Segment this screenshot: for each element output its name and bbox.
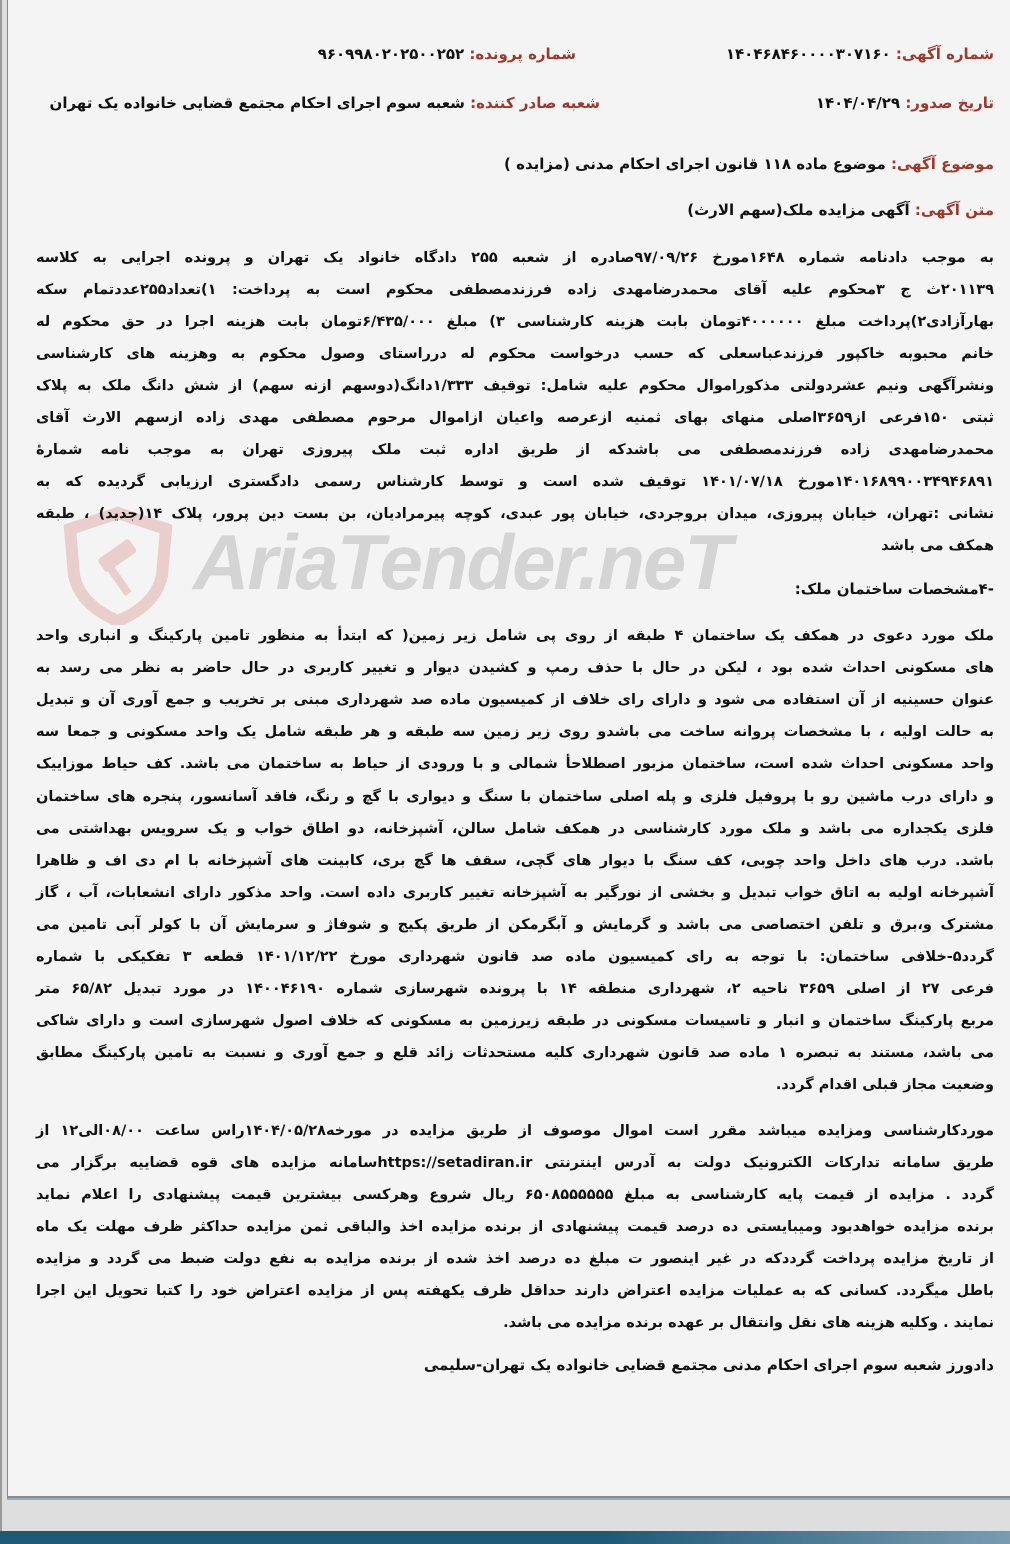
text-line: مربع پارکینگ ساختمان و انبار و تاسیسات مسکونی در طبقه زیرزمین به مسکونی که خلاف اصول شهرسازی است و دارای شاکی [36, 1013, 994, 1030]
text-line: های مسکونی احداث شده بود ، لیکن در حال با حذف رمپ و کشیدن دیوار و تغییر کاربری در حال حاضر به نظر می رسد به [36, 660, 994, 677]
text-line: موردکارشناسی ومزایده میباشد مقرر است اموال موصوف از طریق مزایده در مورخه۱۴۰۴/۰۵/۲۸راس ساعت ۰۸/۰۰الی۱۲ از [36, 1123, 994, 1139]
text-line: نشانی :تهران، خیابان پیروزی، میدان بروجردی، خیابان پور عبدی، کوچه پیرمرادیان، بن بست دین پرور، پلاک ۱۴(جدید) ، طبقه [36, 506, 995, 522]
subject-label: موضوع آگهی: [890, 155, 994, 173]
issue-date-value: ۱۴۰۴/۰۴/۲۹ [815, 94, 901, 112]
text-line: محمدرضامهدی زاده فرزندمصطفی می باشدکه از طریق اداره ثبت ملک پیروزی تهران به موجب نامه شمارهٔ [36, 442, 994, 458]
text-line: بهارآزادی۲)پرداخت مبلغ ۴۰۰۰۰۰۰تومان بابت هزینه کارشناسی ۳) مبلغ ۶/۴۳۵/۰۰۰تومان بابت هزینه اجرا در حق محکوم له [36, 314, 994, 330]
text-line: همکف می باشد [881, 538, 994, 554]
text-line: باطل میگردد. کسانی که به عملیات مزایده اعتراض دارند حداقل ظرف یکهفته پس از مزایده اعتراض خود را کتبا تحویل این اجرا [36, 1283, 994, 1299]
text-line: می باشد، مستند به تبصره ۱ ماده صد قانون شهرداری کلیه مستحدثات زائد قلع و جمع آوری و نسبت به تامین پارکینگ مطابق [36, 1045, 994, 1062]
text-line: و دارای درب ماشین رو با پروفیل فلزی و پله اصلی ساختمان با سنگ و دیواری با گچ و رنگ، فاقد آسانسور، پنجره های ساختمان [36, 788, 994, 805]
text-line: به حالت اولیه ، با مشخصات پروانه ساخت می باشدو روی زیر زمین سه طبقه و هر طبقه شامل یک واحد مسکونی و جمعا سه [36, 724, 994, 741]
text-line: گردد۵-خلافی ساختمان: با توجه به رای کمیسیون ماده صد قانون شهرداری مورخ ۱۴۰۱/۱۲/۲۲ قطعه ۳ تفکیکی با شماره [36, 949, 994, 965]
text-line: نمایند . وکلیه هزینه های نقل وانتقال بر عهده برنده مزایده می باشد. [503, 1315, 994, 1331]
ad-number-value: ۱۴۰۴۶۸۴۶۰۰۰۰۳۰۷۱۶۰ [725, 45, 891, 63]
text-line: ونشرآگهی ونیم عشردولتی مذکوراموال محکوم علیه شامل: توقیف ۱/۳۳۳دانگ(دوسهم ازنه سهم) از شش دانگ ملک به پلاک [36, 378, 994, 394]
text-line: خانم محبوبه خاکپور فرزندعباسعلی که حسب درخواست محکوم له درراستای وصول محکوم به وهزینه های کارشناسی [36, 346, 994, 362]
text-line: ملک مورد دعوی در همکف یک ساختمان ۴ طبقه از روی پی شامل زیر زمین( که ابتدأ به منظور تامین پارکینگ و انباری واحد [36, 628, 994, 644]
text-line: از تاریخ مزایده پرداخت گرددکه در غیر اینصور ت مبلغ ده درصد اخذ شده از برنده مزایده به نفع دولت ضبط می گردد و مزایده [36, 1251, 994, 1267]
case-number-value: ۹۶۰۹۹۸۰۲۰۲۵۰۰۲۵۲ [317, 45, 465, 63]
text-line: آشپرخانه اولیه به اتاق خواب تبدیل و بخشی از نورگیر به آشپزخانه تغییر کاربری داده است. واحد مذکور دارای انشعابات، آب ، گاز [36, 884, 994, 901]
subject-value: موضوع ماده ۱۱۸ قانون اجرای احکام مدنی (مزایده ) [504, 155, 886, 173]
text-line: باشد. درب های داخل واحد چوبی، کف سنگ با دیوار های گچی، سقف ها گچ بری، کابینت های آشپزخانه با ام دی اف و ظاهرا [36, 852, 994, 869]
issuer-field [50, 94, 600, 112]
text-line: عنوان حسینیه از آن استفاده می شود و دارای رای خلاف از کمیسیون ماده صد شهرداری مبنی بر تخریب و جمع آوری آن و تبدیل [36, 692, 994, 709]
issue-date-label: تاریخ صدور: [905, 94, 994, 112]
signature: دادورز شعبه سوم اجرای احکام مدنی مجتمع قضایی خانواده یک تهران-سلیمی [423, 1356, 994, 1374]
case-number-label: شماره پرونده: [469, 45, 576, 63]
body-title-field [687, 201, 994, 219]
issuer-label: شعبه صادر کننده: [470, 94, 600, 112]
issue-date-field [816, 94, 994, 112]
subject-field [504, 155, 994, 173]
text-line: ثبتی ۱۵۰فرعی از۳۶۵۹اصلی منهای بهای ثمنیه ازعرصه واعیان ازاموال مرحوم مصطفی مهدی زاده ازسهم الارث آقای [36, 410, 994, 426]
text-line: طریق سامانه تدارکات الکترونیک دولت به آدرس اینترنتی https://setadiran.irسامانه مزایده های قوه قضاییه برگزار می [36, 1155, 994, 1171]
announcement-page [7, 0, 1010, 1498]
body-label: متن آگهی: [914, 201, 994, 219]
body-title: آگهی مزایده ملک(سهم الارث) [687, 201, 910, 219]
text-line: ۲۰۱۱۳۹ث ج ۳محکوم علیه آقای محمدرضامهدی زاده فرزندمصطفی محکوم است به پرداخت: ۱)تعداد۲۵۵عددتمام سکه [36, 282, 994, 298]
text-line: مشترک و،برق و تلفن اختصاصی می باشد و گرمایش و آبگرمکن از طریق پکیج و شوفاژ و سرمایش آن با کولر آبی تامین می [36, 916, 994, 933]
ad-number-label: شماره آگهی: [895, 45, 994, 63]
case-number-field [318, 45, 576, 63]
watermark-text: AriaTender.neT [193, 518, 730, 606]
text-line: به موجب دادنامه شماره ۱۶۴۸مورخ ۹۷/۰۹/۲۶صادره از شعبه ۲۵۵ دادگاه خانواد یک تهران و پرونده اجرایی به کلاسه [36, 250, 994, 266]
text-line: واحد مسکونی احداث شده است، ساختمان مزبور اصطلاحأ شمالی و با ورودی از حیاط به ساختمان می باشد. کف حیاط موزاییک [36, 756, 994, 773]
taskbar [0, 1531, 1010, 1544]
issuer-value: شعبه سوم اجرای احکام مجتمع قضایی خانواده یک تهران [49, 94, 465, 112]
ad-number-field [726, 45, 994, 63]
text-line: وضعیت مجاز قبلی اقدام گردد. [775, 1077, 994, 1094]
section-heading: -۴مشخصات ساختمان ملک: [794, 580, 994, 598]
text-line: ۱۴۰۱۶۸۹۹۰۰۳۴۹۴۶۸۹۱مورخ ۱۴۰۱/۰۷/۱۸ توقیف شده است و توسط کارشناس رسمی دادگستری ارزیابی گردیده که به [36, 474, 994, 490]
text-line: فرعی ۲۷ از اصلی ۳۶۵۹ ناحیه ۲، شهرداری منطقه ۱۴ با پرونده شهرسازی شماره ۱۴۰۰۴۶۱۹۰ در مورد تبدیل ۶۵/۸۲ متر [36, 981, 995, 998]
text-line: گردد . مزایده از قیمت پایه کارشناسی به مبلغ ۶۵۰۸۵۵۵۵۵۵ ریال شروع وهرکسی بیشترین قیمت پیشنهادی را اعلام نماید [36, 1187, 994, 1203]
text-line: برنده مزایده خواهدبود ومیبایستی ده درصد قیمت پیشنهادی از برنده مزایده اخذ والباقی ثمن مزایده حداکثر ظرف مهلت یک ماه [36, 1219, 994, 1235]
text-line: فلزی یکجداره می باشد و ملک مورد کارشناسی در همکف شامل سالن، آشپزخانه، دو اطاق خواب و یک سرویس بهداشتی می [36, 820, 994, 837]
